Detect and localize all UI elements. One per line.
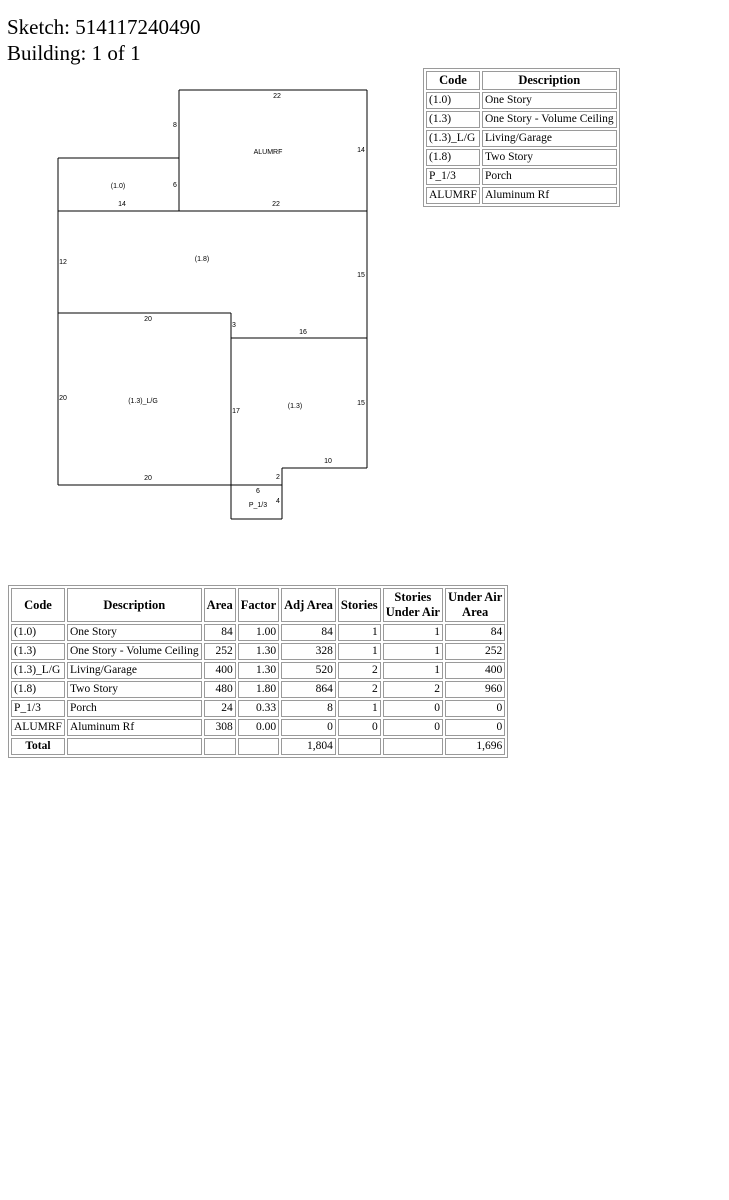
cell-factor: 1.30 xyxy=(238,643,279,660)
cell-area: 400 xyxy=(204,662,236,679)
floor-plan-sketch xyxy=(0,0,729,560)
cell-under-air-area: 252 xyxy=(445,643,505,660)
total-empty-cell xyxy=(383,738,443,755)
table-row xyxy=(11,624,505,641)
cell-adj-area: 520 xyxy=(281,662,336,679)
dimension-label: 17 xyxy=(232,408,240,415)
legend-code: ALUMRF xyxy=(426,187,480,204)
cell-description: One Story xyxy=(67,624,202,641)
legend-code: (1.8) xyxy=(426,149,480,166)
cell-stories: 2 xyxy=(338,662,381,679)
legend-description: Porch xyxy=(482,168,617,185)
cell-adj-area: 864 xyxy=(281,681,336,698)
header-adj-area: Adj Area xyxy=(281,588,336,622)
legend-row xyxy=(426,92,617,109)
header-area: Area xyxy=(204,588,236,622)
cell-factor: 1.80 xyxy=(238,681,279,698)
dimension-label: 22 xyxy=(273,93,281,100)
building-count: Building: 1 of 1 xyxy=(7,41,141,65)
area-label-volume-ceiling: (1.3) xyxy=(287,403,303,410)
legend-code: (1.3) xyxy=(426,111,480,128)
legend-row xyxy=(426,168,617,185)
legend-row xyxy=(426,187,617,204)
header-stories-under-air-line1: Stories xyxy=(394,590,432,604)
legend-header-description: Description xyxy=(482,71,617,90)
cell-description: Living/Garage xyxy=(67,662,202,679)
cell-description: One Story - Volume Ceiling xyxy=(67,643,202,660)
cell-stories: 2 xyxy=(338,681,381,698)
header-code: Code xyxy=(11,588,65,622)
dimension-label: 20 xyxy=(144,475,152,482)
area-label-one-story: (1.0) xyxy=(110,183,126,190)
cell-under-air-area: 960 xyxy=(445,681,505,698)
cell-stories: 1 xyxy=(338,700,381,717)
legend-table xyxy=(423,68,620,207)
legend-description: One Story xyxy=(482,92,617,109)
header-description: Description xyxy=(67,588,202,622)
cell-factor: 0.33 xyxy=(238,700,279,717)
area-label-living-garage: (1.3)_L/G xyxy=(128,398,158,405)
legend-description: Living/Garage xyxy=(482,130,617,147)
total-empty-cell xyxy=(238,738,279,755)
cell-adj-area: 8 xyxy=(281,700,336,717)
area-label-alumrf: ALUMRF xyxy=(253,149,283,156)
cell-stories-under-air: 2 xyxy=(383,681,443,698)
cell-area: 24 xyxy=(204,700,236,717)
dimension-label: 22 xyxy=(272,201,280,208)
cell-factor: 1.00 xyxy=(238,624,279,641)
header-under-air-area xyxy=(445,588,505,622)
header-stories-under-air xyxy=(383,588,443,622)
table-row xyxy=(11,643,505,660)
area-label-porch: P_1/3 xyxy=(248,502,268,509)
cell-stories-under-air: 1 xyxy=(383,662,443,679)
table-row xyxy=(11,700,505,717)
area-header-row xyxy=(11,588,505,622)
table-row xyxy=(11,662,505,679)
area-summary-table xyxy=(8,585,508,758)
cell-stories: 1 xyxy=(338,624,381,641)
dimension-label: 12 xyxy=(59,259,67,266)
legend-code: (1.0) xyxy=(426,92,480,109)
dimension-label: 2 xyxy=(276,474,280,481)
legend-row xyxy=(426,130,617,147)
total-empty-cell xyxy=(338,738,381,755)
dimension-label: 3 xyxy=(232,322,236,329)
cell-code: (1.3) xyxy=(11,643,65,660)
table-row xyxy=(11,681,505,698)
header-under-air-area-line2: Area xyxy=(462,605,489,619)
cell-code: (1.3)_L/G xyxy=(11,662,65,679)
cell-stories-under-air: 1 xyxy=(383,624,443,641)
header-stories: Stories xyxy=(338,588,381,622)
header-factor: Factor xyxy=(238,588,279,622)
dimension-label: 14 xyxy=(357,147,365,154)
cell-stories-under-air: 0 xyxy=(383,700,443,717)
dimension-label: 20 xyxy=(59,395,67,402)
legend-row xyxy=(426,111,617,128)
cell-adj-area: 328 xyxy=(281,643,336,660)
total-under-air-area: 1,696 xyxy=(445,738,505,755)
sketch-id: Sketch: 514117240490 xyxy=(7,15,201,39)
cell-area: 480 xyxy=(204,681,236,698)
legend-row xyxy=(426,149,617,166)
cell-area: 308 xyxy=(204,719,236,736)
legend-header-code: Code xyxy=(426,71,480,90)
total-empty-cell xyxy=(204,738,236,755)
cell-description: Two Story xyxy=(67,681,202,698)
cell-area: 84 xyxy=(204,624,236,641)
cell-factor: 0.00 xyxy=(238,719,279,736)
total-label: Total xyxy=(11,738,65,755)
header-under-air-area-line1: Under Air xyxy=(447,590,503,604)
legend-header-row xyxy=(426,71,617,90)
cell-adj-area: 84 xyxy=(281,624,336,641)
cell-stories: 0 xyxy=(338,719,381,736)
cell-area: 252 xyxy=(204,643,236,660)
legend-description: Two Story xyxy=(482,149,617,166)
cell-stories: 1 xyxy=(338,643,381,660)
dimension-label: 16 xyxy=(299,329,307,336)
dimension-label: 6 xyxy=(256,488,260,495)
total-adj-area: 1,804 xyxy=(281,738,336,755)
dimension-label: 20 xyxy=(144,316,152,323)
dimension-label: 15 xyxy=(357,400,365,407)
legend-code: (1.3)_L/G xyxy=(426,130,480,147)
cell-adj-area: 0 xyxy=(281,719,336,736)
header-stories-under-air-line2: Under Air xyxy=(385,605,440,619)
cell-description: Porch xyxy=(67,700,202,717)
cell-stories-under-air: 0 xyxy=(383,719,443,736)
legend-description: One Story - Volume Ceiling xyxy=(482,111,617,128)
cell-description: Aluminum Rf xyxy=(67,719,202,736)
legend-description: Aluminum Rf xyxy=(482,187,617,204)
legend-code: P_1/3 xyxy=(426,168,480,185)
area-label-two-story: (1.8) xyxy=(194,256,210,263)
cell-factor: 1.30 xyxy=(238,662,279,679)
total-row xyxy=(11,738,505,755)
cell-under-air-area: 84 xyxy=(445,624,505,641)
dimension-label: 15 xyxy=(357,272,365,279)
cell-code: P_1/3 xyxy=(11,700,65,717)
dimension-label: 6 xyxy=(173,182,177,189)
dimension-label: 4 xyxy=(276,498,280,505)
cell-under-air-area: 400 xyxy=(445,662,505,679)
cell-code: ALUMRF xyxy=(11,719,65,736)
cell-code: (1.8) xyxy=(11,681,65,698)
dimension-label: 14 xyxy=(118,201,126,208)
cell-under-air-area: 0 xyxy=(445,700,505,717)
total-empty-cell xyxy=(67,738,202,755)
cell-code: (1.0) xyxy=(11,624,65,641)
cell-under-air-area: 0 xyxy=(445,719,505,736)
table-row xyxy=(11,719,505,736)
dimension-label: 10 xyxy=(324,458,332,465)
dimension-label: 8 xyxy=(173,122,177,129)
cell-stories-under-air: 1 xyxy=(383,643,443,660)
